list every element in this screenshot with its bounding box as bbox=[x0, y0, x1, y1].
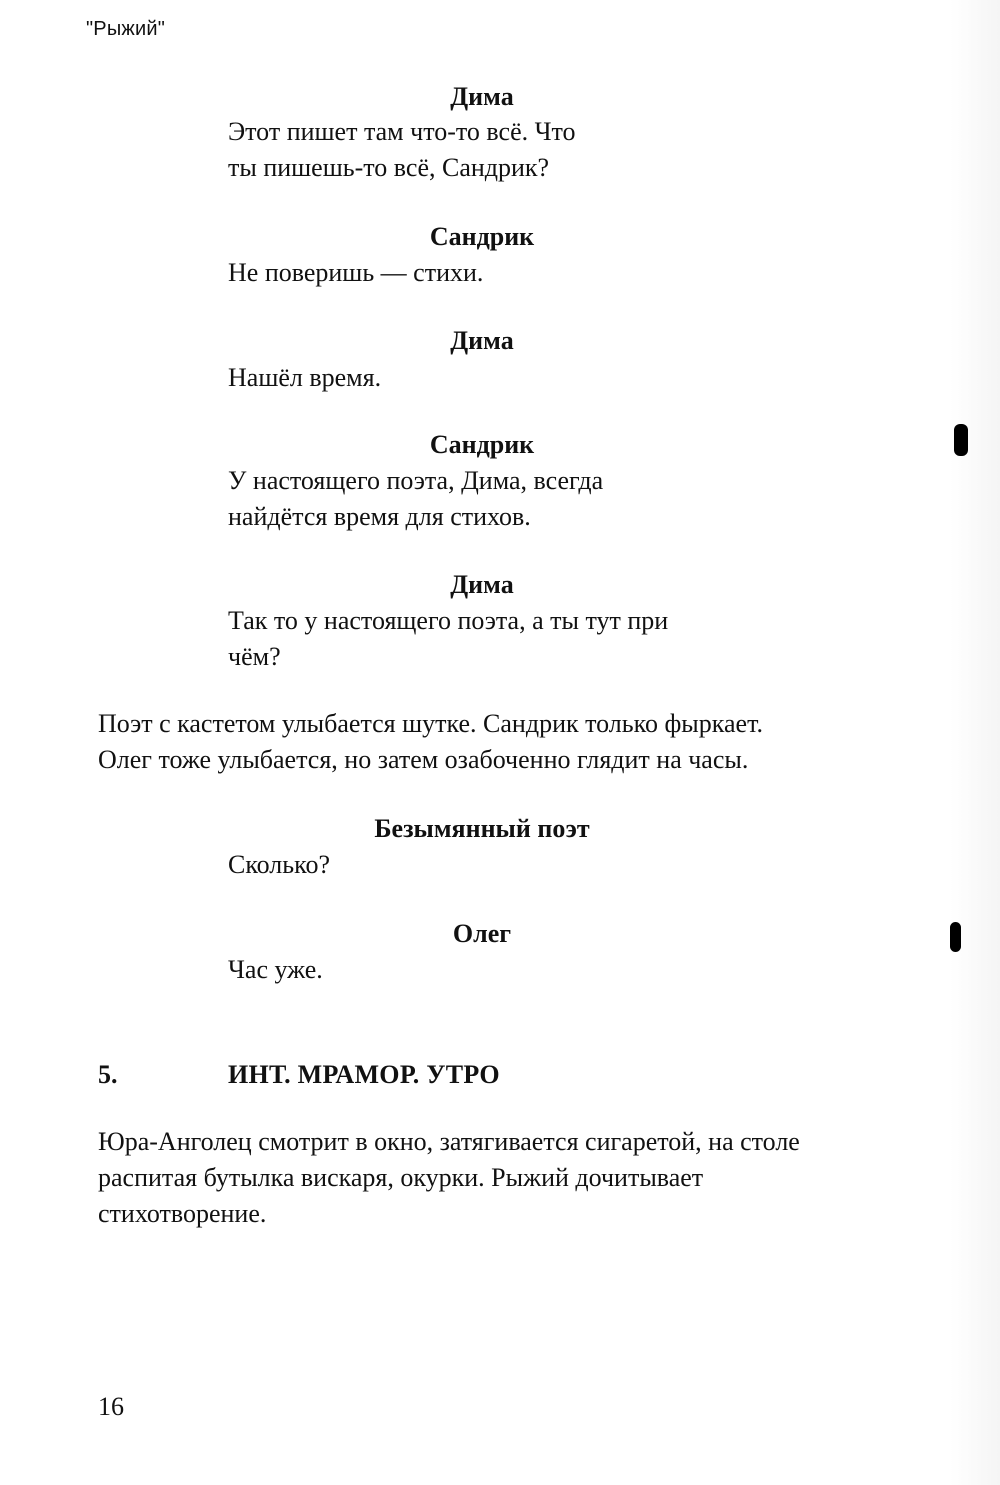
action-line: Олег тоже улыбается, но затем озабоченно глядит на часы. bbox=[98, 745, 749, 774]
action-line: Юра-Анголец смотрит в окно, затягивается сигаретой, на столе bbox=[98, 1127, 800, 1156]
dialogue-line: Час уже. bbox=[228, 955, 323, 984]
dialogue-line: Этот пишет там что-то всё. Что bbox=[228, 117, 576, 146]
binding-hole-mark bbox=[950, 922, 961, 952]
dialogue-line: найдётся время для стихов. bbox=[228, 502, 531, 531]
dialogue-line: Сколько? bbox=[228, 850, 330, 879]
scene-number: 5. bbox=[98, 1060, 118, 1089]
action-line: Поэт с кастетом улыбается шутке. Сандрик только фыркает. bbox=[98, 709, 763, 738]
dialogue-line: ты пишешь-то всё, Сандрик? bbox=[228, 153, 550, 182]
character-name: Дима bbox=[450, 82, 514, 111]
character-name: Безымянный поэт bbox=[374, 814, 590, 843]
character-name: Дима bbox=[450, 570, 514, 599]
character-name: Олег bbox=[452, 919, 512, 948]
character-name: Сандрик bbox=[429, 430, 535, 459]
dialogue-line: Так то у настоящего поэта, а ты тут при bbox=[228, 606, 669, 635]
character-name: Сандрик bbox=[429, 222, 535, 251]
character-name: Дима bbox=[450, 326, 514, 355]
dialogue-line: чём? bbox=[228, 642, 281, 671]
dialogue-line: Нашёл время. bbox=[228, 363, 382, 392]
running-title: "Рыжий" bbox=[86, 18, 166, 40]
binding-hole-mark bbox=[954, 424, 968, 456]
action-line: стихотворение. bbox=[98, 1199, 267, 1228]
dialogue-line: У настоящего поэта, Дима, всегда bbox=[228, 466, 604, 495]
page-number: 16 bbox=[98, 1392, 124, 1421]
page-edge-shadow bbox=[950, 0, 1000, 1485]
dialogue-line: Не поверишь — стихи. bbox=[228, 258, 484, 287]
action-line: распитая бутылка вискаря, окурки. Рыжий дочитывает bbox=[98, 1163, 704, 1192]
scene-heading: ИНТ. МРАМОР. УТРО bbox=[228, 1060, 500, 1089]
